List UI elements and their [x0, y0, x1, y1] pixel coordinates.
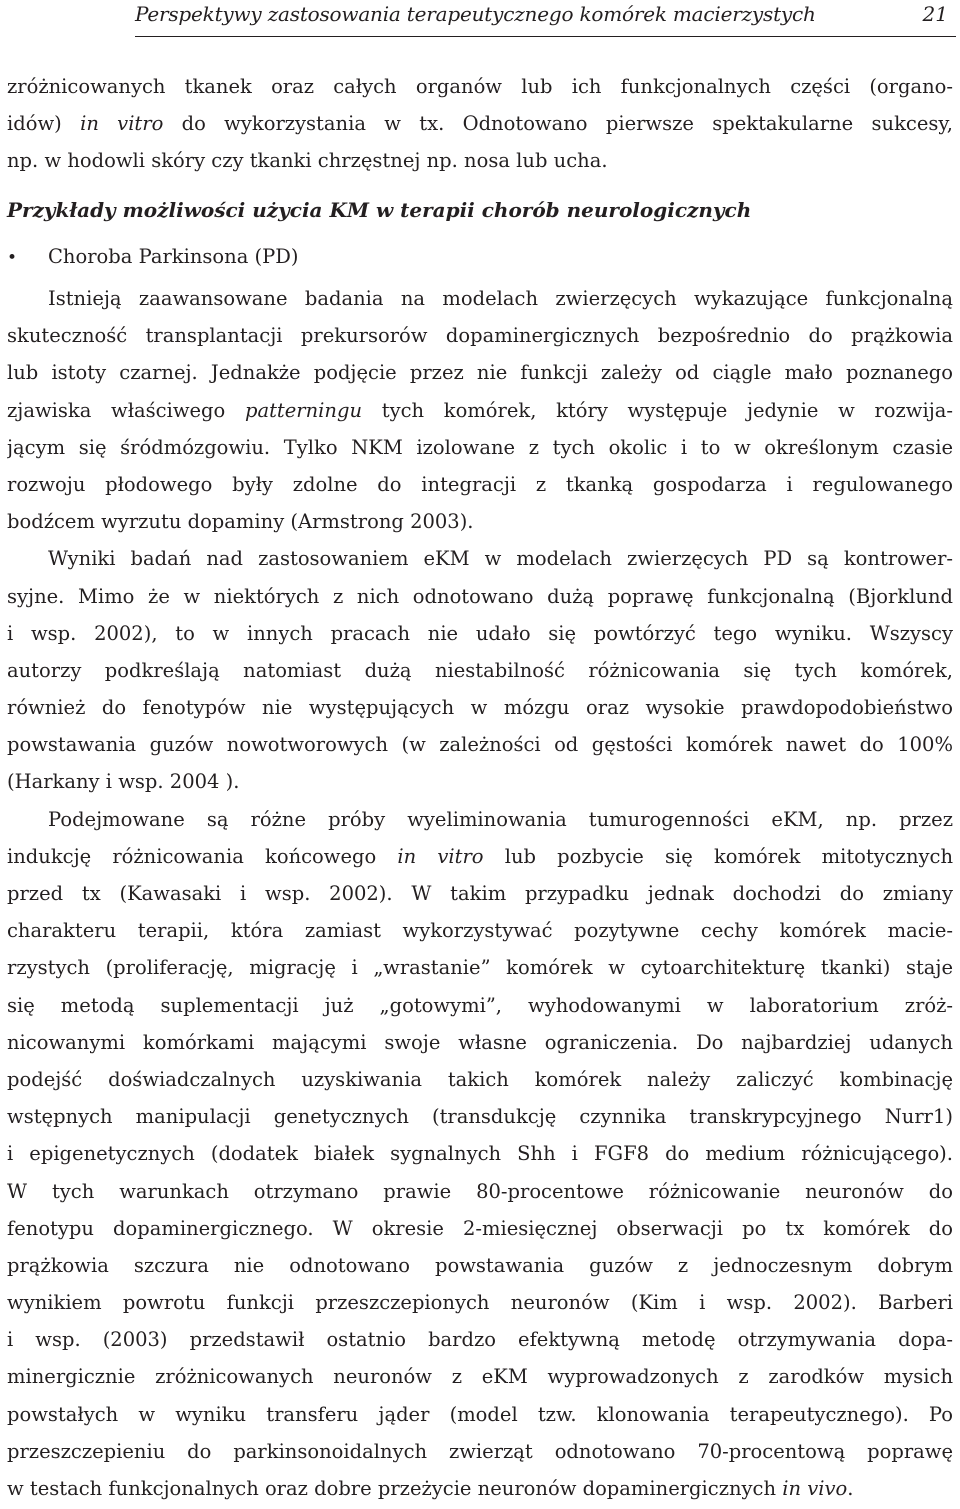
section-heading: Przykłady możliwości użycia KM w terapii chorób neurologicznych — [7, 198, 752, 222]
text-line: prążkowia szczura nie odnotowano powstawania guzów z jednoczesnym dobrym — [7, 1253, 953, 1277]
text-line: przeszczepieniu do parkinsonoidalnych zwierząt odnotowano 70-procentową poprawę — [7, 1439, 953, 1463]
text-line: charakteru terapii, która zamiast wykorzystywać pozytywne cechy komórek macie- — [7, 919, 953, 943]
text-line: minergicznie zróżnicowanych neuronów z eKM wyprowadzonych z zarodków mysich — [7, 1365, 953, 1389]
text-line: syjne. Mimo że w niektórych z nich odnotowano dużą poprawę funkcjonalną (Bjorklund — [7, 584, 953, 608]
running-title: Perspektywy zastosowania terapeutycznego komórek macierzystych — [135, 2, 816, 26]
text-line: indukcję różnicowania końcowego in vitro lub pozbycie się komórek mitotycznych — [7, 844, 953, 868]
text-line: i epigenetycznych (dodatek białek sygnalnych Shh i FGF8 do medium różnicującego). — [7, 1142, 953, 1166]
text-line: przed tx (Kawasaki i wsp. 2002). W takim przypadku jednak dochodzi do zmiany — [7, 882, 953, 905]
text-line: i wsp. 2002), to w innych pracach nie udało się powtórzyć tego wyniku. Wszyscy — [7, 621, 953, 645]
intro-paragraph — [7, 68, 953, 180]
page-number: 21 — [922, 2, 948, 26]
text-line: rzystych (proliferację, migrację i „wrastanie” komórek w cytoarchitekturę tkanki) staje — [7, 956, 953, 980]
text-line: Podejmowane są różne próby wyeliminowania tumurogenności eKM, np. przez — [48, 807, 953, 831]
italic-term: in vitro — [80, 112, 164, 136]
text-line: Istnieją zaawansowane badania na modelach zwierzęcych wykazujące funkcjonalną — [48, 287, 953, 310]
text-line: Wyniki badań nad zastosowaniem eKM w modelach zwierzęcych PD są kontrower- — [48, 547, 953, 571]
text-line: podejść doświadczalnych uzyskiwania takich komórek należy zaliczyć kombinację — [7, 1067, 953, 1091]
text-line: W tych warunkach otrzymano prawie 80-procentowe różnicowanie neuronów do — [7, 1179, 953, 1203]
text-line: i wsp. (2003) przedstawił ostatnio bardzo efektywną metodę otrzymywania dopa- — [7, 1328, 953, 1352]
text-line: bodźcem wyrzutu dopaminy (Armstrong 2003). — [7, 510, 474, 534]
text-line: powstałych w wyniku transferu jąder (model tzw. klonowania terapeutycznego). Po — [7, 1402, 953, 1426]
text-line: się metodą suplementacji już „gotowymi”, wyhodowanymi w laboratorium zróż- — [7, 993, 953, 1017]
italic-term: in vitro — [397, 844, 484, 868]
text-line: idów) in vitro do wykorzystania w tx. Odnotowano pierwsze spektakularne sukcesy, — [7, 112, 953, 136]
text-line: (Harkany i wsp. 2004 ). — [7, 770, 240, 794]
text-line: zjawiska właściwego patterningu tych komórek, który występuje jedynie w rozwija- — [7, 398, 953, 422]
bullet-label: Choroba Parkinsona (PD) — [48, 245, 299, 268]
text-line: autorzy podkreślają natomiast dużą niestabilność różnicowania się tych komórek, — [7, 658, 953, 682]
text-line: również do fenotypów nie występujących w mózgu oraz wysokie prawdopodobieństwo — [7, 696, 953, 720]
italic-term: in vivo — [782, 1477, 848, 1500]
running-header — [135, 0, 956, 37]
text-line: jącym się śródmózgowiu. Tylko NKM izolowane z tych okolic i to w określonym czasie — [7, 435, 953, 459]
text-line: rozwoju płodowego były zdolne do integracji z tkanką gospodarza i regulowanego — [7, 472, 953, 496]
text-line: wynikiem powrotu funkcji przeszczepionych neuronów (Kim i wsp. 2002). Barberi — [7, 1291, 953, 1315]
text-line: fenotypu dopaminergicznego. W okresie 2-miesięcznej obserwacji po tx komórek do — [7, 1216, 953, 1240]
text-line: wstępnych manipulacji genetycznych (transdukcję czynnika transkrypcyjnego Nurr1) — [7, 1105, 953, 1129]
bullet-item — [7, 245, 299, 268]
italic-term: patterningu — [244, 398, 363, 422]
text-line: skuteczność transplantacji prekursorów dopaminergicznych bezpośrednio do prążkowia — [7, 324, 953, 348]
bullet-icon: • — [7, 248, 18, 268]
text-line: w testach funkcjonalnych oraz dobre przeżycie neuronów dopaminergicznych in vivo. — [7, 1477, 854, 1500]
text-line: lub istoty czarnej. Jednakże podjęcie przez nie funkcji zależy od ciągle mało poznanego — [7, 361, 953, 385]
text-line: np. w hodowli skóry czy tkanki chrzęstnej np. nosa lub ucha. — [7, 149, 608, 173]
body-text — [7, 280, 953, 1507]
text-line: zróżnicowanych tkanek oraz całych organów lub ich funkcjonalnych części (organo- — [7, 75, 953, 98]
text-line: nicowanymi komórkami mającymi swoje własne ograniczenia. Do najbardziej udanych — [7, 1030, 953, 1054]
text-line: powstawania guzów nowotworowych (w zależności od gęstości komórek nawet do 100% — [7, 733, 953, 757]
